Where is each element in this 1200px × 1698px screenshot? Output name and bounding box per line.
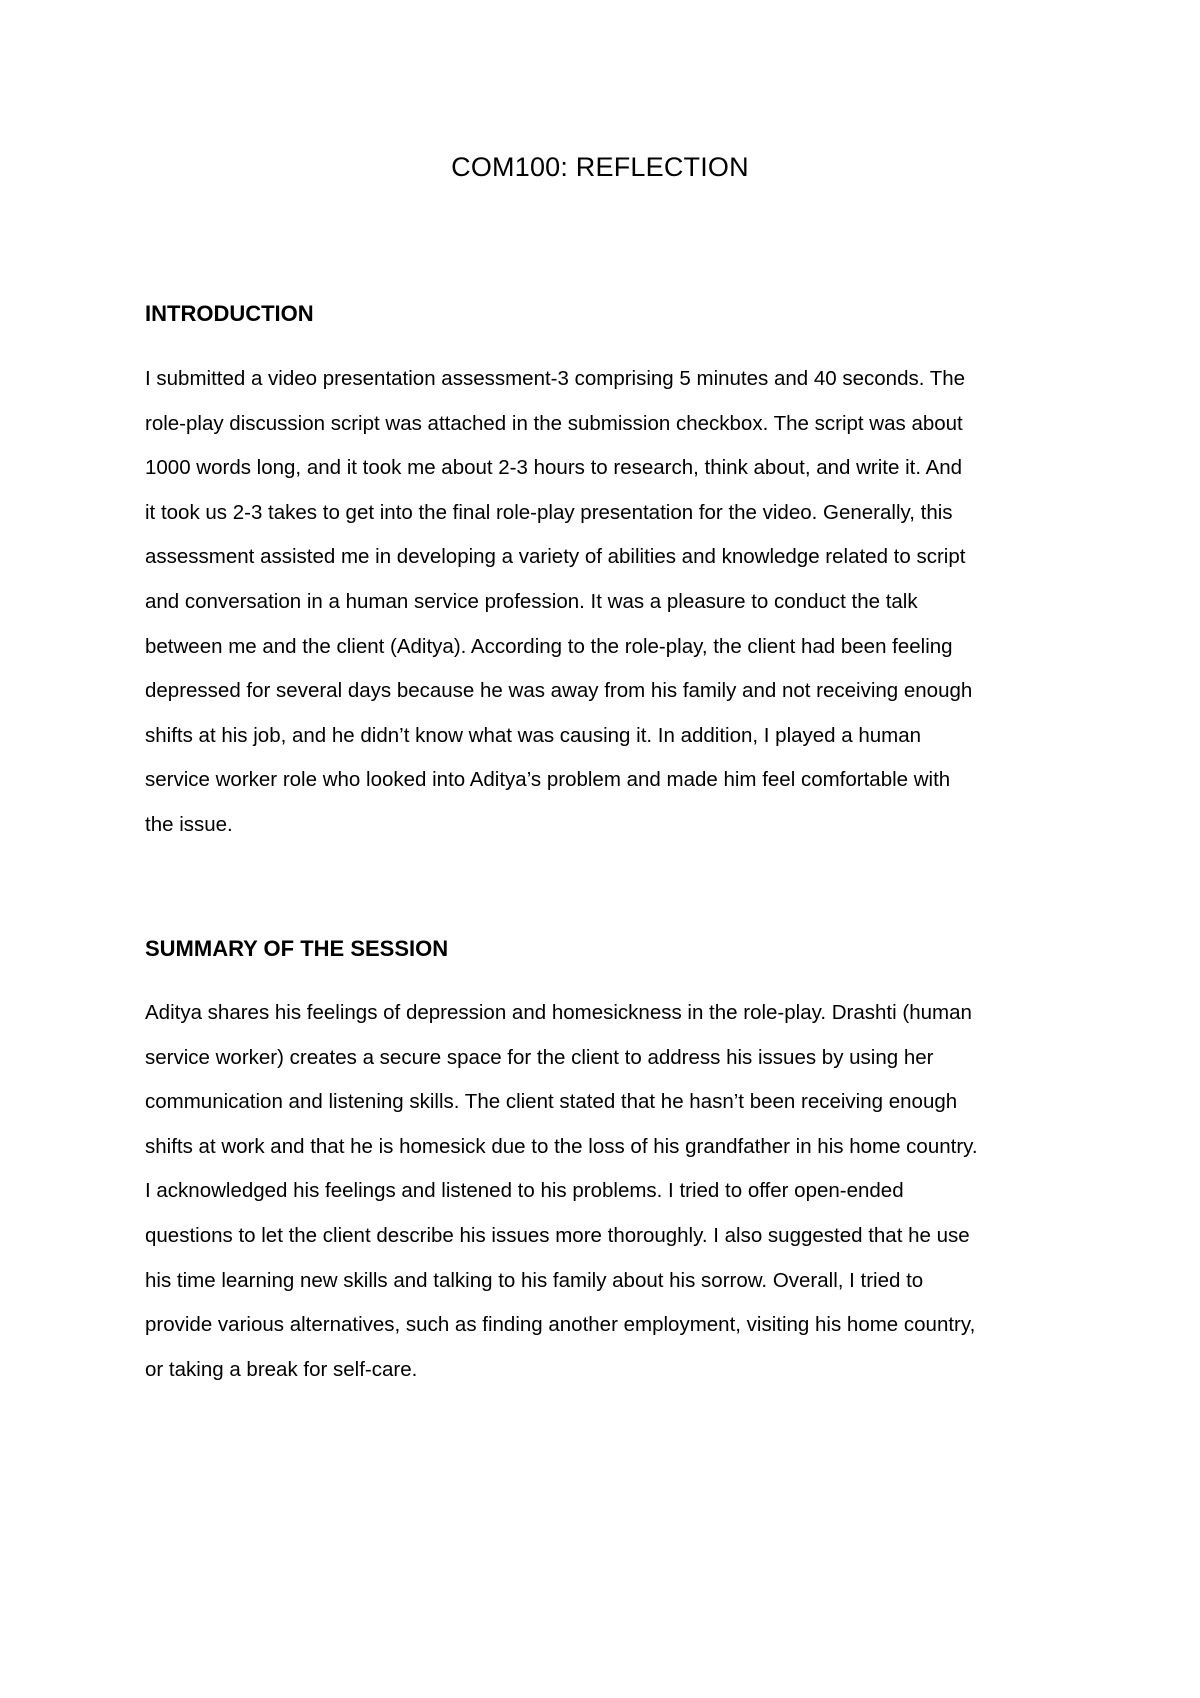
paragraph-line: Aditya shares his feelings of depression and homesickness in the role-play. Drashti (human [145,1001,972,1024]
paragraph-line: shifts at his job, and he didn’t know what was causing it. In addition, I played a human [145,723,922,747]
summary-paragraph [145,991,1075,1392]
paragraph-line: I submitted a video presentation assessment-3 comprising 5 minutes and 40 seconds. The [145,367,966,390]
paragraph-line: or taking a break for self-care. [145,1357,418,1381]
section-heading-summary: SUMMARY OF THE SESSION [145,936,449,961]
introduction-paragraph [145,357,1075,848]
document-title: COM100: REFLECTION [451,152,749,182]
paragraph-line: depressed for several days because he was away from his family and not receiving enough [145,679,973,703]
paragraph-line: assessment assisted me in developing a variety of abilities and knowledge related to script [145,545,966,569]
paragraph-line: his time learning new skills and talking to his family about his sorrow. Overall, I tried to [145,1268,924,1292]
paragraph-line: 1000 words long, and it took me about 2-3 hours to research, think about, and write it. And [145,456,963,480]
paragraph-line: and conversation in a human service profession. It was a pleasure to conduct the talk [145,589,918,613]
paragraph-line: between me and the client (Aditya). According to the role-play, the client had been feeling [145,634,953,658]
paragraph-line: the issue. [145,812,233,836]
paragraph-line: communication and listening skills. The client stated that he hasn’t been receiving enough [145,1090,958,1114]
paragraph-line: I acknowledged his feelings and listened to his problems. I tried to offer open-ended [145,1179,904,1203]
paragraph-line: shifts at work and that he is homesick due to the loss of his grandfather in his home country. [145,1134,978,1158]
paragraph-line: role-play discussion script was attached in the submission checkbox. The script was about [145,411,963,435]
section-heading-introduction: INTRODUCTION [145,301,314,326]
paragraph-line: it took us 2-3 takes to get into the final role-play presentation for the video. Generally, this [145,500,953,524]
paragraph-line: service worker role who looked into Aditya’s problem and made him feel comfortable with [145,768,951,792]
paragraph-line: provide various alternatives, such as finding another employment, visiting his home country, [145,1313,976,1337]
paragraph-line: questions to let the client describe his issues more thoroughly. I also suggested that he use [145,1223,970,1247]
paragraph-line: service worker) creates a secure space for the client to address his issues by using her [145,1045,934,1069]
